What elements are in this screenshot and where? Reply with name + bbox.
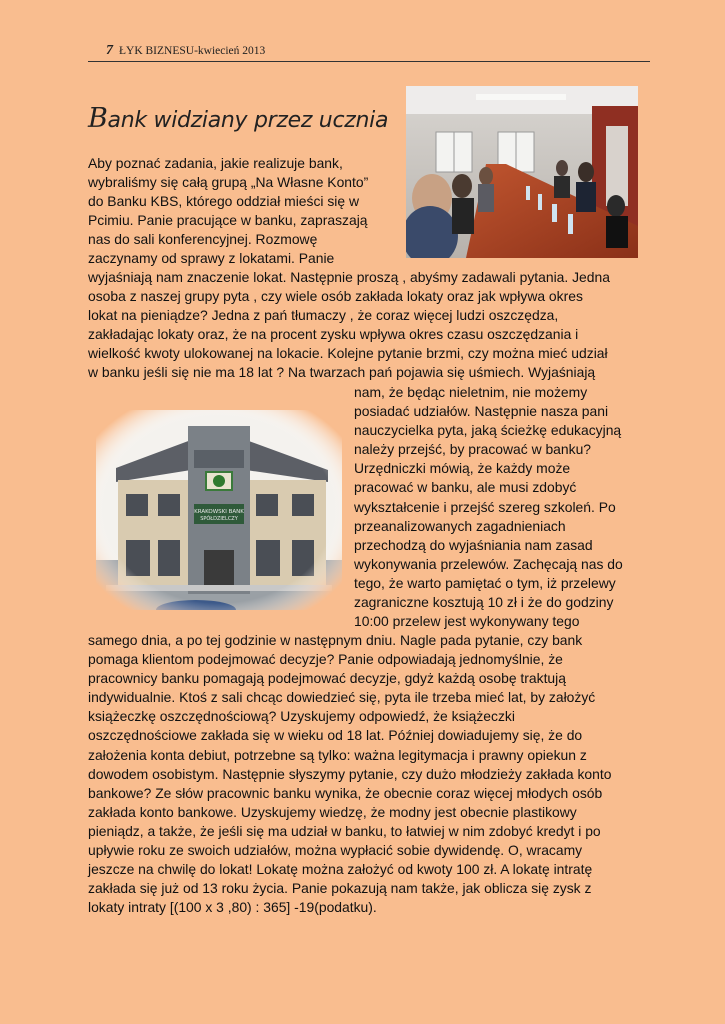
text-line: 10:00 przelew jest wykonywany tego — [354, 613, 580, 630]
text-line: tego, że warto pamiętać o tym, iż przelewy — [354, 574, 616, 591]
text-line: przeanalizowanych zagadnieniach — [354, 517, 566, 534]
title-rest: ank widziany przez ucznia — [107, 108, 389, 133]
paragraph-intro — [88, 154, 368, 269]
text-line: wykonywania przelewów. Zachęcają nas do — [354, 555, 623, 572]
article-title — [88, 103, 408, 134]
paragraph-right-column — [354, 383, 623, 631]
text-line: pracownicy banku pomagają podejmować decyzje, gdyż każdą osobę traktują — [88, 670, 566, 687]
text-line: książeczkę oszczędnościową? Uzyskujemy odpowiedź, że książeczki — [88, 708, 515, 725]
page-header — [88, 43, 650, 62]
publication-title: ŁYK BIZNESU-kwiecień 2013 — [119, 45, 266, 57]
text-line: zaczynamy od sprawy z lokatami. Panie — [88, 250, 335, 267]
text-line: nas do sali konferencyjnej. Rozmowę — [88, 231, 318, 248]
text-line: oszczędnościowe zakłada się w wieku od 18 lat. Później dowiadujemy się, że do — [88, 727, 583, 744]
bank-building-photo — [96, 410, 342, 610]
text-line: wykształcenie i przejść szereg szkoleń. Po — [354, 498, 616, 515]
text-line: upływie roku ze swoich udziałów, można wypłacić sobie dywidendę. O, wracamy — [88, 842, 583, 859]
paragraph-full-width-2 — [88, 631, 611, 917]
text-line: lokat na pieniądze? Jedna z pań tłumaczy , że coraz więcej ludzi oszczędza, — [88, 307, 559, 324]
text-line: pieniądz, a także, że jeśli się ma udział w banku, to łatwiej w nim zdobyć kredyt i po — [88, 822, 601, 839]
text-line: w banku jeśli się nie ma 18 lat ? Na twarzach pań pojawia się uśmiech. Wyjaśniają — [88, 364, 596, 381]
text-line: indywidualnie. Ktoś z sali chcąc dowiedzieć się, pyta ile trzeba mieć lat, by założyć — [88, 689, 596, 706]
text-line: wielkość kwoty ulokowanej na lokacie. Kolejne pytanie brzmi, czy można mieć udział — [88, 345, 608, 362]
text-line: wybraliśmy się całą grupą „Na Własne Konto” — [88, 174, 369, 191]
text-line: wyjaśniają nam znaczenie lokat. Następnie proszą , abyśmy zadawali pytania. Jedna — [88, 269, 610, 285]
text-line: osoba z naszej grupy pyta , czy wiele osób zakłada lokaty oraz jak wpływa okres — [88, 288, 583, 305]
text-line: Urzędniczki mówią, że każdy może — [354, 460, 571, 477]
text-line: jeszcze na chwilę do lokat! Lokatę można założyć od kwoty 100 zł. A lokatę intratę — [88, 861, 593, 878]
text-line: zakłada się już od 13 roku życia. Panie pokazują nam także, jak oblicza się zysk z — [88, 880, 592, 897]
text-line: dowodem osobistym. Następnie słyszymy pytanie, czy dużo młodzieży zakłada konto — [88, 765, 612, 782]
text-line: Aby poznać zadania, jakie realizuje bank, — [88, 155, 343, 171]
text-line: lokaty intraty [(100 x 3 ,80) : 365] -19(podatku). — [88, 899, 377, 916]
conference-room-photo — [406, 86, 638, 258]
text-line: zakładając lokaty oraz, że na procent zysku wpływa okres czasu oszczędzania i — [88, 326, 579, 343]
text-line: zakłada konto bankowe. Uzyskujemy wiedzę, że modny jest obecnie plastikowy — [88, 803, 577, 820]
text-line: założenia konta debiut, potrzebne są tylko: ważna legitymacja i prawny opiekun z — [88, 746, 587, 763]
text-line: zagraniczne kosztują 10 zł i że do godziny — [354, 594, 614, 611]
text-line: samego dnia, a po tej godzinie w następnym dniu. Nagle pada pytanie, czy bank — [88, 632, 583, 648]
text-line: pomaga klientom podejmować decyzje? Panie odpowiadają jednomyślnie, że — [88, 651, 563, 668]
text-line: posiadać udziałów. Następnie nasza pani — [354, 403, 609, 420]
text-line: Pcimiu. Panie pracujące w banku, zapraszają — [88, 212, 368, 229]
text-line: należy przejść, by pracować w banku? — [354, 441, 592, 458]
page-number: 7 — [106, 43, 113, 58]
text-line: nauczycielka pyta, jaką ścieżkę edukacyjną — [354, 422, 622, 439]
text-line: bankowe? Ze słów pracownic banku wynika, że obecnie coraz więcej młodych osób — [88, 784, 603, 801]
text-line: nam, że będąc nieletnim, nie możemy — [354, 384, 588, 400]
paragraph-full-width-1 — [88, 268, 610, 383]
text-line: do Banku KBS, którego oddział mieści się w — [88, 193, 360, 210]
title-initial: B — [88, 103, 108, 134]
text-line: pracować w banku, ale musi zdobyć — [354, 479, 577, 496]
text-line: przechodzą do wyjaśniania nam zasad — [354, 536, 593, 553]
